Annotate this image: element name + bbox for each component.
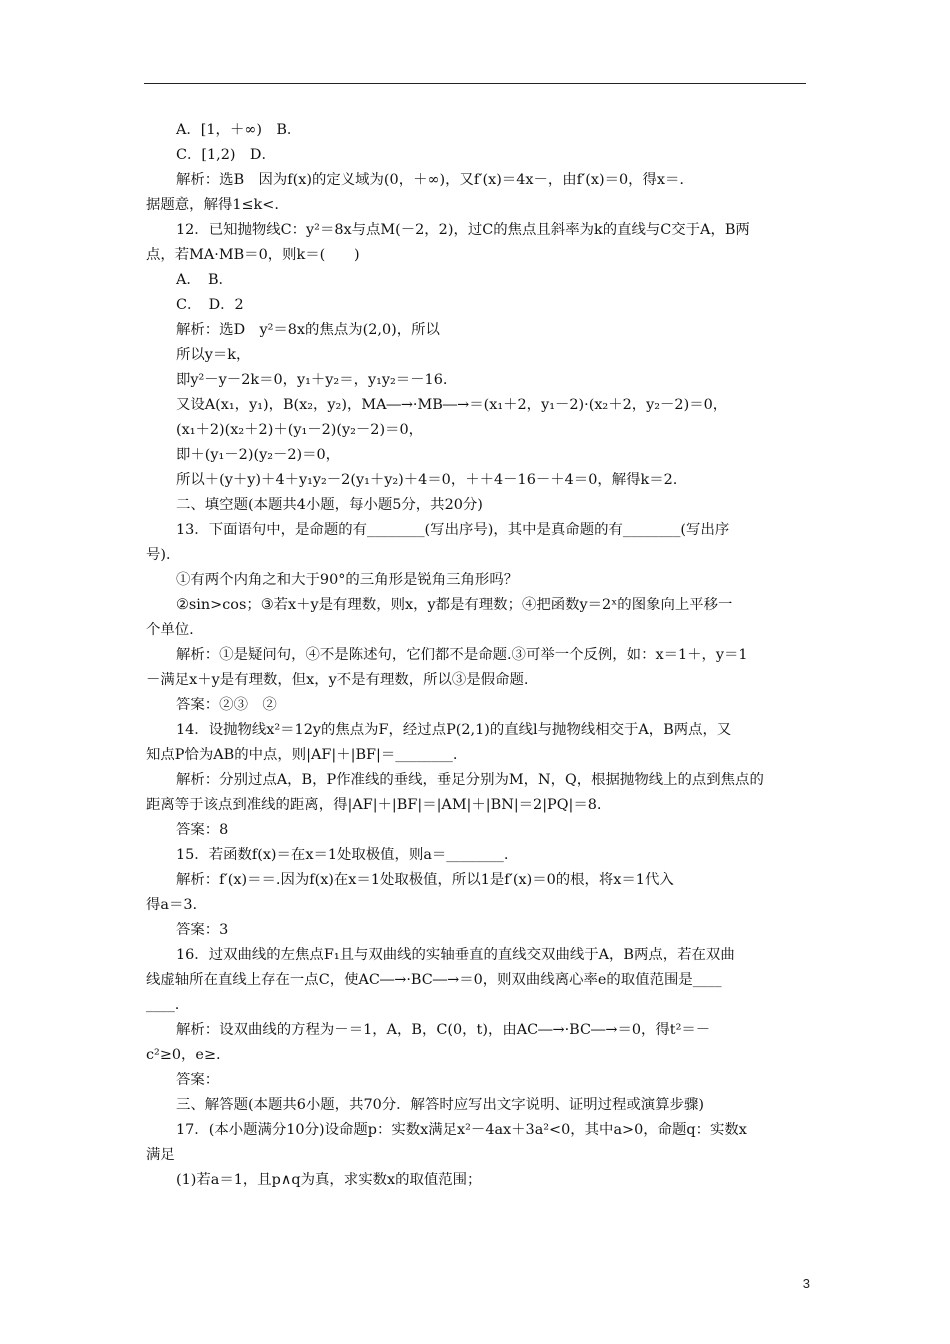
text-line: 答案：8 [176,822,229,838]
text-line: 12．已知抛物线C：y²＝8x与点M(－2，2)，过C的焦点且斜率为k的直线与C交于A，B两 [176,222,750,238]
text-line: 解析：①是疑问句，④不是陈述句，它们都不是命题.③可举一个反例，如：x＝1＋，y＝1 [176,647,748,663]
text-line: 号)． [146,547,181,563]
text-line: 点，若MA·MB＝0，则k＝( ) [146,247,360,263]
text-line: A． B． [176,272,233,288]
text-line: c²≥0，e≥. [146,1047,221,1063]
text-line: 解析：设双曲线的方程为－＝1，A，B，C(0，t)，由AC―→·BC―→＝0，得t²＝－ [176,1022,711,1038]
text-line: 又设A(x₁，y₁)，B(x₂，y₂)，MA―→·MB―→＝(x₁＋2，y₁－2)·(x₂＋2，y₂－2)＝0， [176,397,728,413]
text-line: 16．过双曲线的左焦点F₁且与双曲线的实轴垂直的直线交双曲线于A，B两点，若在双曲 [176,947,735,963]
text-line: 线虚轴所在直线上存在一点C，使AC―→·BC―→＝0，则双曲线离心率e的取值范围是____ [146,972,722,988]
text-line: 解析：选D y²＝8x的焦点为(2,0)，所以 [176,322,440,338]
text-line: (x₁＋2)(x₂＋2)＋(y₁－2)(y₂－2)＝0， [176,422,423,438]
text-line: A．[1，＋∞) B． [176,122,302,138]
text-line: 即y²－y－2k＝0，y₁＋y₂＝，y₁y₂＝－16. [176,372,448,388]
text-line: (1)若a＝1，且p∧q为真，求实数x的取值范围； [176,1172,482,1188]
text-line: 据题意，解得1≤k<. [146,197,279,213]
text-line: 所以y＝k， [176,347,251,363]
text-line: C． D．2 [176,297,244,313]
document-body [146,118,808,1193]
text-line: 解析：f′(x)＝＝.因为f(x)在x＝1处取极值，所以1是f′(x)＝0的根，将x＝1代入 [176,872,674,888]
text-line: ____. [146,997,180,1013]
page-number: 3 [802,1276,810,1291]
text-line: C．[1,2) D． [176,147,276,163]
text-line: 答案：②③ ② [176,697,277,713]
text-line: 得a＝3. [146,897,198,913]
text-line: 15．若函数f(x)＝在x＝1处取极值，则a＝________. [176,847,509,863]
text-line: 知点P恰为AB的中点，则|AF|＋|BF|＝________. [146,747,458,763]
text-line: 解析：选B 因为f(x)的定义域为(0，＋∞)，又f′(x)＝4x－，由f′(x)＝0，得x＝. [176,172,684,188]
text-line: 距离等于该点到准线的距离，得|AF|＋|BF|＝|AM|＋|BN|＝2|PQ|＝8. [146,797,602,813]
text-line: 所以＋(y＋y)＋4＋y₁y₂－2(y₁＋y₂)＋4＝0，＋＋4－16－＋4＝0，解得k＝2. [176,472,678,488]
text-line: 解析：分别过点A，B，P作准线的垂线，垂足分别为M，N，Q，根据抛物线上的点到焦点的 [176,772,764,788]
text-line: 17．(本小题满分10分)设命题p：实数x满足x²－4ax＋3a²<0，其中a>0，命题q：实数x [176,1122,747,1138]
text-line: 13．下面语句中，是命题的有________(写出序号)，其中是真命题的有________(写出序 [176,522,730,538]
text-line: 14．设抛物线x²＝12y的焦点为F，经过点P(2,1)的直线l与抛物线相交于A，B两点，又 [176,722,732,738]
text-line: 个单位. [146,622,194,638]
text-line: ②sin>cos；③若x＋y是有理数，则x，y都是有理数；④把函数y＝2ˣ的图象向上平移一 [176,597,733,613]
text-line: 二、填空题(本题共4小题，每小题5分，共20分) [176,497,483,513]
text-line: 三、解答题(本题共6小题，共70分．解答时应写出文字说明、证明过程或演算步骤) [176,1097,704,1113]
header-rule [144,83,806,84]
text-line: 答案： [176,1072,220,1088]
text-line: ①有两个内角之和大于90°的三角形是锐角三角形吗？ [176,572,519,588]
text-line: 答案：3 [176,922,229,938]
text-line: －满足x＋y是有理数，但x，y不是有理数，所以③是假命题. [146,672,529,688]
text-line: 即＋(y₁－2)(y₂－2)＝0， [176,447,341,463]
text-line: 满足 [146,1147,175,1163]
